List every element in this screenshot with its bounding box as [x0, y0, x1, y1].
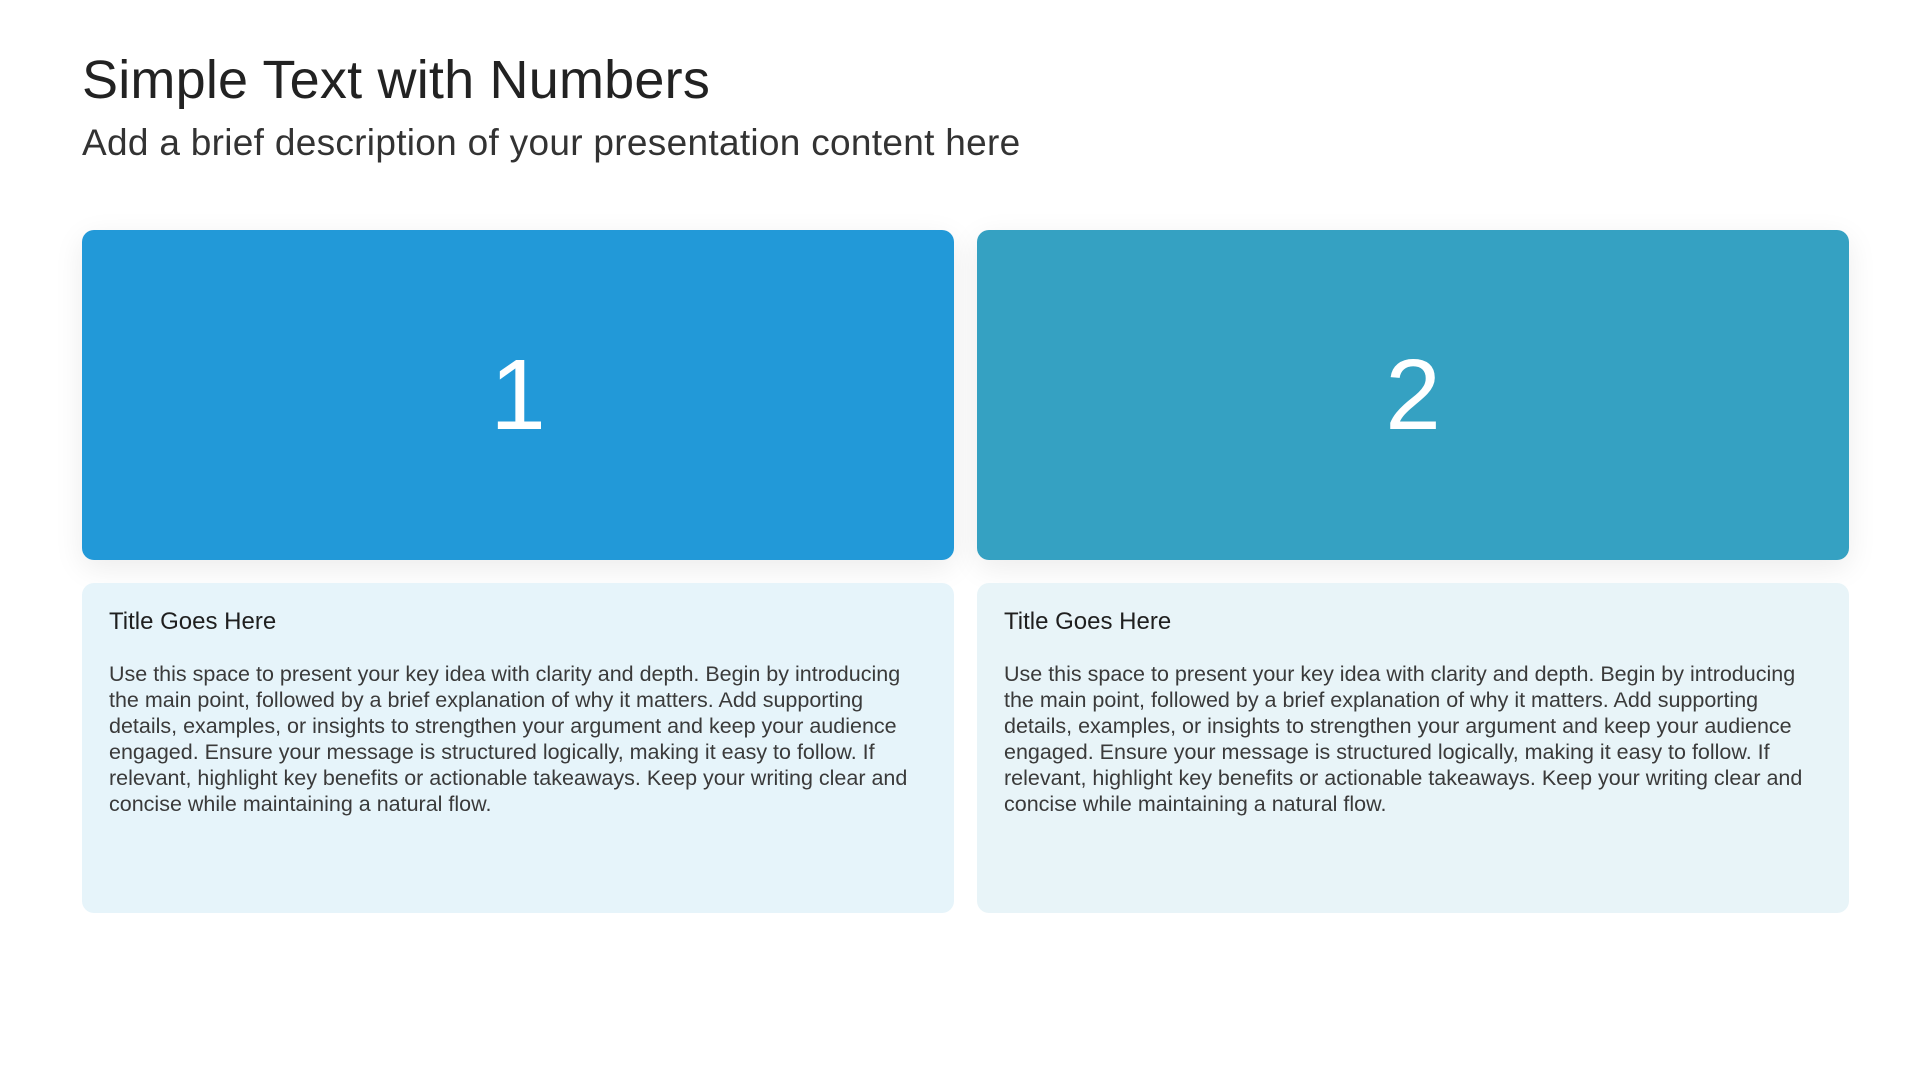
slide-title: Simple Text with Numbers — [82, 50, 711, 110]
panel-title-2: Title Goes Here — [1004, 608, 1172, 635]
text-panel-1 — [82, 583, 954, 913]
number-tile-1 — [82, 230, 954, 560]
panel-body-2: Use this space to present your key idea with clarity and depth. Begin by introducing the main point, followed by a brief explanation of why it matters. Add supporting details, examples, or insights to strengthen your argument and keep your audience engaged. Ensure your message is structured logically, making it easy to follow. If relevant, highlight key benefits or actionable takeaways. Keep your writing clear and concise while maintaining a natural flow. — [1004, 662, 1803, 816]
number-label-1: 1 — [490, 339, 546, 451]
number-tile-2 — [977, 230, 1849, 560]
slide-subtitle: Add a brief description of your presentation content here — [82, 122, 1021, 163]
card-1 — [82, 230, 954, 913]
panel-title-1: Title Goes Here — [109, 608, 277, 635]
cards-row — [82, 230, 1849, 913]
text-panel-2 — [977, 583, 1849, 913]
card-2 — [977, 230, 1849, 913]
slide-header — [82, 46, 1842, 166]
panel-body-1: Use this space to present your key idea with clarity and depth. Begin by introducing the main point, followed by a brief explanation of why it matters. Add supporting details, examples, or insights to strengthen your argument and keep your audience engaged. Ensure your message is structured logically, making it easy to follow. If relevant, highlight key benefits or actionable takeaways. Keep your writing clear and concise while maintaining a natural flow. — [109, 662, 908, 816]
number-label-2: 2 — [1385, 339, 1441, 451]
